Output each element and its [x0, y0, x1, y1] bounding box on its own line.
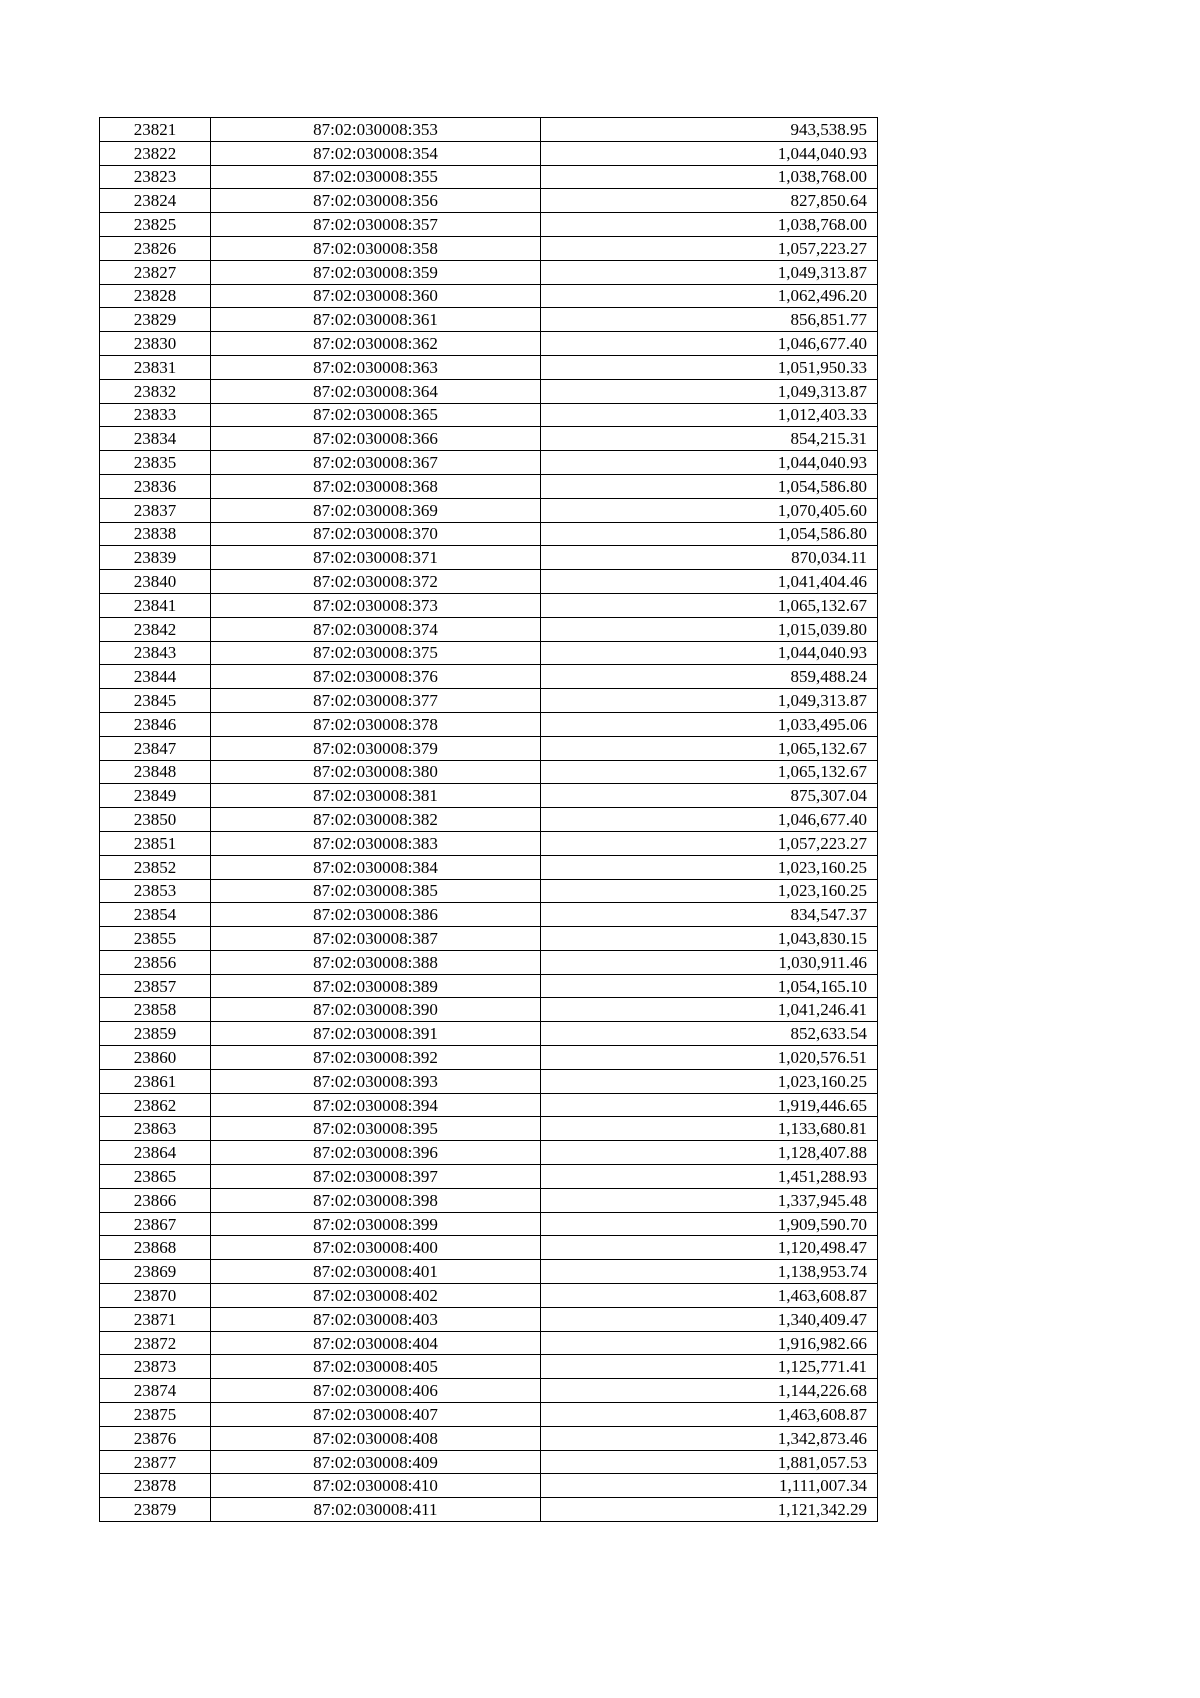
- table-row: [100, 736, 878, 760]
- cadastral-number-cell: 87:02:030008:378: [211, 712, 541, 736]
- cadastral-number-cell: 87:02:030008:377: [211, 689, 541, 713]
- cadastral-value-cell: 852,633.54: [541, 1022, 878, 1046]
- cadastral-value-cell: 1,111,007.34: [541, 1474, 878, 1498]
- row-number-cell: 23854: [100, 903, 211, 927]
- cadastral-value-cell: 1,023,160.25: [541, 855, 878, 879]
- row-number-cell: 23826: [100, 236, 211, 260]
- cadastral-number-cell: 87:02:030008:400: [211, 1236, 541, 1260]
- row-number-cell: 23872: [100, 1331, 211, 1355]
- table-row: [100, 260, 878, 284]
- table-row: [100, 1426, 878, 1450]
- cadastral-number-cell: 87:02:030008:392: [211, 1046, 541, 1070]
- cadastral-number-cell: 87:02:030008:391: [211, 1022, 541, 1046]
- cadastral-value-cell: 1,044,040.93: [541, 451, 878, 475]
- cadastral-number-cell: 87:02:030008:383: [211, 831, 541, 855]
- table-row: [100, 617, 878, 641]
- row-number-cell: 23848: [100, 760, 211, 784]
- cadastral-number-cell: 87:02:030008:373: [211, 593, 541, 617]
- table-row: [100, 498, 878, 522]
- cadastral-value-cell: 1,120,498.47: [541, 1236, 878, 1260]
- cadastral-number-cell: 87:02:030008:396: [211, 1141, 541, 1165]
- cadastral-number-cell: 87:02:030008:381: [211, 784, 541, 808]
- cadastral-value-cell: 1,030,911.46: [541, 950, 878, 974]
- row-number-cell: 23827: [100, 260, 211, 284]
- table-row: [100, 689, 878, 713]
- cadastral-value-cell: 1,070,405.60: [541, 498, 878, 522]
- row-number-cell: 23835: [100, 451, 211, 475]
- table-row: [100, 1498, 878, 1522]
- row-number-cell: 23869: [100, 1260, 211, 1284]
- table-row: [100, 451, 878, 475]
- cadastral-value-cell: 1,463,608.87: [541, 1284, 878, 1308]
- table-row: [100, 118, 878, 142]
- cadastral-value-cell: 1,054,586.80: [541, 474, 878, 498]
- cadastral-number-cell: 87:02:030008:395: [211, 1117, 541, 1141]
- row-number-cell: 23875: [100, 1403, 211, 1427]
- row-number-cell: 23863: [100, 1117, 211, 1141]
- table-row: [100, 1069, 878, 1093]
- cadastral-value-cell: 1,138,953.74: [541, 1260, 878, 1284]
- row-number-cell: 23877: [100, 1450, 211, 1474]
- cadastral-value-cell: 1,046,677.40: [541, 332, 878, 356]
- row-number-cell: 23836: [100, 474, 211, 498]
- cadastral-value-cell: 1,038,768.00: [541, 213, 878, 237]
- row-number-cell: 23840: [100, 570, 211, 594]
- cadastral-value-cell: 1,125,771.41: [541, 1355, 878, 1379]
- cadastral-number-cell: 87:02:030008:385: [211, 879, 541, 903]
- cadastral-value-cell: 1,065,132.67: [541, 760, 878, 784]
- cadastral-number-cell: 87:02:030008:398: [211, 1188, 541, 1212]
- cadastral-value-cell: 1,065,132.67: [541, 593, 878, 617]
- table-row: [100, 1450, 878, 1474]
- table-row: [100, 641, 878, 665]
- cadastral-number-cell: 87:02:030008:403: [211, 1307, 541, 1331]
- table-row: [100, 1046, 878, 1070]
- row-number-cell: 23870: [100, 1284, 211, 1308]
- row-number-cell: 23862: [100, 1093, 211, 1117]
- table-row: [100, 284, 878, 308]
- row-number-cell: 23828: [100, 284, 211, 308]
- row-number-cell: 23829: [100, 308, 211, 332]
- cadastral-number-cell: 87:02:030008:402: [211, 1284, 541, 1308]
- cadastral-number-cell: 87:02:030008:353: [211, 118, 541, 142]
- cadastral-value-cell: 1,049,313.87: [541, 260, 878, 284]
- row-number-cell: 23857: [100, 974, 211, 998]
- cadastral-value-cell: 1,054,165.10: [541, 974, 878, 998]
- cadastral-number-cell: 87:02:030008:362: [211, 332, 541, 356]
- cadastral-number-cell: 87:02:030008:406: [211, 1379, 541, 1403]
- row-number-cell: 23878: [100, 1474, 211, 1498]
- row-number-cell: 23855: [100, 927, 211, 951]
- row-number-cell: 23837: [100, 498, 211, 522]
- row-number-cell: 23821: [100, 118, 211, 142]
- cadastral-value-cell: 834,547.37: [541, 903, 878, 927]
- cadastral-value-cell: 827,850.64: [541, 189, 878, 213]
- table-row: [100, 165, 878, 189]
- cadastral-value-cell: 1,051,950.33: [541, 355, 878, 379]
- row-number-cell: 23849: [100, 784, 211, 808]
- row-number-cell: 23850: [100, 808, 211, 832]
- row-number-cell: 23879: [100, 1498, 211, 1522]
- table-row: [100, 1307, 878, 1331]
- table-row: [100, 546, 878, 570]
- cadastral-number-cell: 87:02:030008:380: [211, 760, 541, 784]
- table-body: [100, 118, 878, 1522]
- table-row: [100, 189, 878, 213]
- cadastral-value-cell: 1,020,576.51: [541, 1046, 878, 1070]
- cadastral-number-cell: 87:02:030008:411: [211, 1498, 541, 1522]
- cadastral-value-cell: 1,044,040.93: [541, 141, 878, 165]
- row-number-cell: 23856: [100, 950, 211, 974]
- cadastral-value-cell: 1,044,040.93: [541, 641, 878, 665]
- table-row: [100, 712, 878, 736]
- cadastral-number-cell: 87:02:030008:393: [211, 1069, 541, 1093]
- table-row: [100, 236, 878, 260]
- cadastral-value-cell: 1,340,409.47: [541, 1307, 878, 1331]
- cadastral-value-cell: 859,488.24: [541, 665, 878, 689]
- cadastral-value-cell: 1,342,873.46: [541, 1426, 878, 1450]
- table-row: [100, 831, 878, 855]
- cadastral-number-cell: 87:02:030008:363: [211, 355, 541, 379]
- row-number-cell: 23865: [100, 1165, 211, 1189]
- cadastral-value-cell: 1,451,288.93: [541, 1165, 878, 1189]
- row-number-cell: 23842: [100, 617, 211, 641]
- cadastral-value-cell: 1,023,160.25: [541, 1069, 878, 1093]
- cadastral-number-cell: 87:02:030008:369: [211, 498, 541, 522]
- row-number-cell: 23868: [100, 1236, 211, 1260]
- table-row: [100, 879, 878, 903]
- cadastral-number-cell: 87:02:030008:384: [211, 855, 541, 879]
- table-row: [100, 784, 878, 808]
- row-number-cell: 23832: [100, 379, 211, 403]
- table-row: [100, 403, 878, 427]
- row-number-cell: 23825: [100, 213, 211, 237]
- cadastral-value-cell: 1,121,342.29: [541, 1498, 878, 1522]
- cadastral-number-cell: 87:02:030008:410: [211, 1474, 541, 1498]
- cadastral-number-cell: 87:02:030008:407: [211, 1403, 541, 1427]
- cadastral-number-cell: 87:02:030008:390: [211, 998, 541, 1022]
- table-row: [100, 1379, 878, 1403]
- row-number-cell: 23831: [100, 355, 211, 379]
- cadastral-value-cell: 1,023,160.25: [541, 879, 878, 903]
- row-number-cell: 23858: [100, 998, 211, 1022]
- cadastral-value-cell: 1,012,403.33: [541, 403, 878, 427]
- cadastral-number-cell: 87:02:030008:397: [211, 1165, 541, 1189]
- row-number-cell: 23852: [100, 855, 211, 879]
- cadastral-value-cell: 1,043,830.15: [541, 927, 878, 951]
- cadastral-number-cell: 87:02:030008:364: [211, 379, 541, 403]
- table-row: [100, 1165, 878, 1189]
- table-row: [100, 808, 878, 832]
- row-number-cell: 23824: [100, 189, 211, 213]
- table-row: [100, 665, 878, 689]
- cadastral-value-cell: 1,062,496.20: [541, 284, 878, 308]
- cadastral-value-cell: 1,133,680.81: [541, 1117, 878, 1141]
- row-number-cell: 23823: [100, 165, 211, 189]
- cadastral-number-cell: 87:02:030008:365: [211, 403, 541, 427]
- cadastral-value-cell: 1,919,446.65: [541, 1093, 878, 1117]
- cadastral-number-cell: 87:02:030008:405: [211, 1355, 541, 1379]
- cadastral-value-cell: 1,015,039.80: [541, 617, 878, 641]
- cadastral-number-cell: 87:02:030008:374: [211, 617, 541, 641]
- cadastral-value-cell: 1,049,313.87: [541, 689, 878, 713]
- row-number-cell: 23876: [100, 1426, 211, 1450]
- cadastral-number-cell: 87:02:030008:367: [211, 451, 541, 475]
- cadastral-value-cell: 854,215.31: [541, 427, 878, 451]
- table-row: [100, 213, 878, 237]
- table-row: [100, 1284, 878, 1308]
- cadastral-number-cell: 87:02:030008:394: [211, 1093, 541, 1117]
- row-number-cell: 23833: [100, 403, 211, 427]
- table-row: [100, 974, 878, 998]
- table-row: [100, 1022, 878, 1046]
- cadastral-number-cell: 87:02:030008:368: [211, 474, 541, 498]
- cadastral-value-cell: 1,144,226.68: [541, 1379, 878, 1403]
- table-row: [100, 1403, 878, 1427]
- table-row: [100, 355, 878, 379]
- cadastral-number-cell: 87:02:030008:359: [211, 260, 541, 284]
- cadastral-number-cell: 87:02:030008:376: [211, 665, 541, 689]
- cadastral-value-cell: 1,463,608.87: [541, 1403, 878, 1427]
- row-number-cell: 23861: [100, 1069, 211, 1093]
- table-row: [100, 1355, 878, 1379]
- cadastral-number-cell: 87:02:030008:382: [211, 808, 541, 832]
- row-number-cell: 23846: [100, 712, 211, 736]
- row-number-cell: 23845: [100, 689, 211, 713]
- cadastral-value-cell: 870,034.11: [541, 546, 878, 570]
- cadastral-value-cell: 1,057,223.27: [541, 831, 878, 855]
- cadastral-number-cell: 87:02:030008:388: [211, 950, 541, 974]
- cadastral-value-cell: 1,916,982.66: [541, 1331, 878, 1355]
- table-row: [100, 1331, 878, 1355]
- cadastral-number-cell: 87:02:030008:355: [211, 165, 541, 189]
- row-number-cell: 23838: [100, 522, 211, 546]
- table-row: [100, 903, 878, 927]
- row-number-cell: 23859: [100, 1022, 211, 1046]
- table-row: [100, 1093, 878, 1117]
- row-number-cell: 23844: [100, 665, 211, 689]
- table-row: [100, 141, 878, 165]
- row-number-cell: 23841: [100, 593, 211, 617]
- table-row: [100, 1212, 878, 1236]
- cadastral-value-table: [99, 117, 878, 1522]
- cadastral-number-cell: 87:02:030008:386: [211, 903, 541, 927]
- table-row: [100, 332, 878, 356]
- cadastral-value-cell: 1,337,945.48: [541, 1188, 878, 1212]
- row-number-cell: 23830: [100, 332, 211, 356]
- row-number-cell: 23834: [100, 427, 211, 451]
- row-number-cell: 23847: [100, 736, 211, 760]
- cadastral-number-cell: 87:02:030008:357: [211, 213, 541, 237]
- cadastral-value-cell: 1,041,246.41: [541, 998, 878, 1022]
- cadastral-value-cell: 1,054,586.80: [541, 522, 878, 546]
- table-row: [100, 927, 878, 951]
- table-row: [100, 1141, 878, 1165]
- cadastral-number-cell: 87:02:030008:372: [211, 570, 541, 594]
- cadastral-number-cell: 87:02:030008:408: [211, 1426, 541, 1450]
- table-row: [100, 950, 878, 974]
- row-number-cell: 23864: [100, 1141, 211, 1165]
- cadastral-number-cell: 87:02:030008:375: [211, 641, 541, 665]
- cadastral-value-cell: 856,851.77: [541, 308, 878, 332]
- row-number-cell: 23867: [100, 1212, 211, 1236]
- cadastral-number-cell: 87:02:030008:358: [211, 236, 541, 260]
- cadastral-value-cell: 1,065,132.67: [541, 736, 878, 760]
- cadastral-value-cell: 1,057,223.27: [541, 236, 878, 260]
- table-row: [100, 855, 878, 879]
- table-row: [100, 1236, 878, 1260]
- row-number-cell: 23843: [100, 641, 211, 665]
- table-row: [100, 427, 878, 451]
- table-row: [100, 1117, 878, 1141]
- row-number-cell: 23853: [100, 879, 211, 903]
- row-number-cell: 23860: [100, 1046, 211, 1070]
- row-number-cell: 23866: [100, 1188, 211, 1212]
- cadastral-number-cell: 87:02:030008:361: [211, 308, 541, 332]
- cadastral-value-cell: 1,038,768.00: [541, 165, 878, 189]
- table-row: [100, 522, 878, 546]
- row-number-cell: 23822: [100, 141, 211, 165]
- table-row: [100, 308, 878, 332]
- row-number-cell: 23871: [100, 1307, 211, 1331]
- row-number-cell: 23851: [100, 831, 211, 855]
- cadastral-value-cell: 1,046,677.40: [541, 808, 878, 832]
- table-row: [100, 1260, 878, 1284]
- cadastral-value-cell: 1,881,057.53: [541, 1450, 878, 1474]
- table-row: [100, 998, 878, 1022]
- cadastral-number-cell: 87:02:030008:409: [211, 1450, 541, 1474]
- cadastral-number-cell: 87:02:030008:370: [211, 522, 541, 546]
- table-row: [100, 570, 878, 594]
- cadastral-value-cell: 1,041,404.46: [541, 570, 878, 594]
- table-row: [100, 1188, 878, 1212]
- cadastral-number-cell: 87:02:030008:360: [211, 284, 541, 308]
- cadastral-number-cell: 87:02:030008:354: [211, 141, 541, 165]
- cadastral-value-cell: 1,033,495.06: [541, 712, 878, 736]
- cadastral-value-cell: 1,049,313.87: [541, 379, 878, 403]
- cadastral-number-cell: 87:02:030008:379: [211, 736, 541, 760]
- table-row: [100, 474, 878, 498]
- cadastral-value-cell: 943,538.95: [541, 118, 878, 142]
- table-row: [100, 379, 878, 403]
- table-row: [100, 1474, 878, 1498]
- cadastral-value-cell: 1,128,407.88: [541, 1141, 878, 1165]
- cadastral-number-cell: 87:02:030008:404: [211, 1331, 541, 1355]
- cadastral-number-cell: 87:02:030008:387: [211, 927, 541, 951]
- row-number-cell: 23874: [100, 1379, 211, 1403]
- cadastral-number-cell: 87:02:030008:366: [211, 427, 541, 451]
- table-row: [100, 593, 878, 617]
- cadastral-value-cell: 875,307.04: [541, 784, 878, 808]
- cadastral-value-cell: 1,909,590.70: [541, 1212, 878, 1236]
- cadastral-number-cell: 87:02:030008:371: [211, 546, 541, 570]
- row-number-cell: 23873: [100, 1355, 211, 1379]
- table-row: [100, 760, 878, 784]
- cadastral-number-cell: 87:02:030008:389: [211, 974, 541, 998]
- row-number-cell: 23839: [100, 546, 211, 570]
- cadastral-number-cell: 87:02:030008:401: [211, 1260, 541, 1284]
- cadastral-number-cell: 87:02:030008:399: [211, 1212, 541, 1236]
- cadastral-number-cell: 87:02:030008:356: [211, 189, 541, 213]
